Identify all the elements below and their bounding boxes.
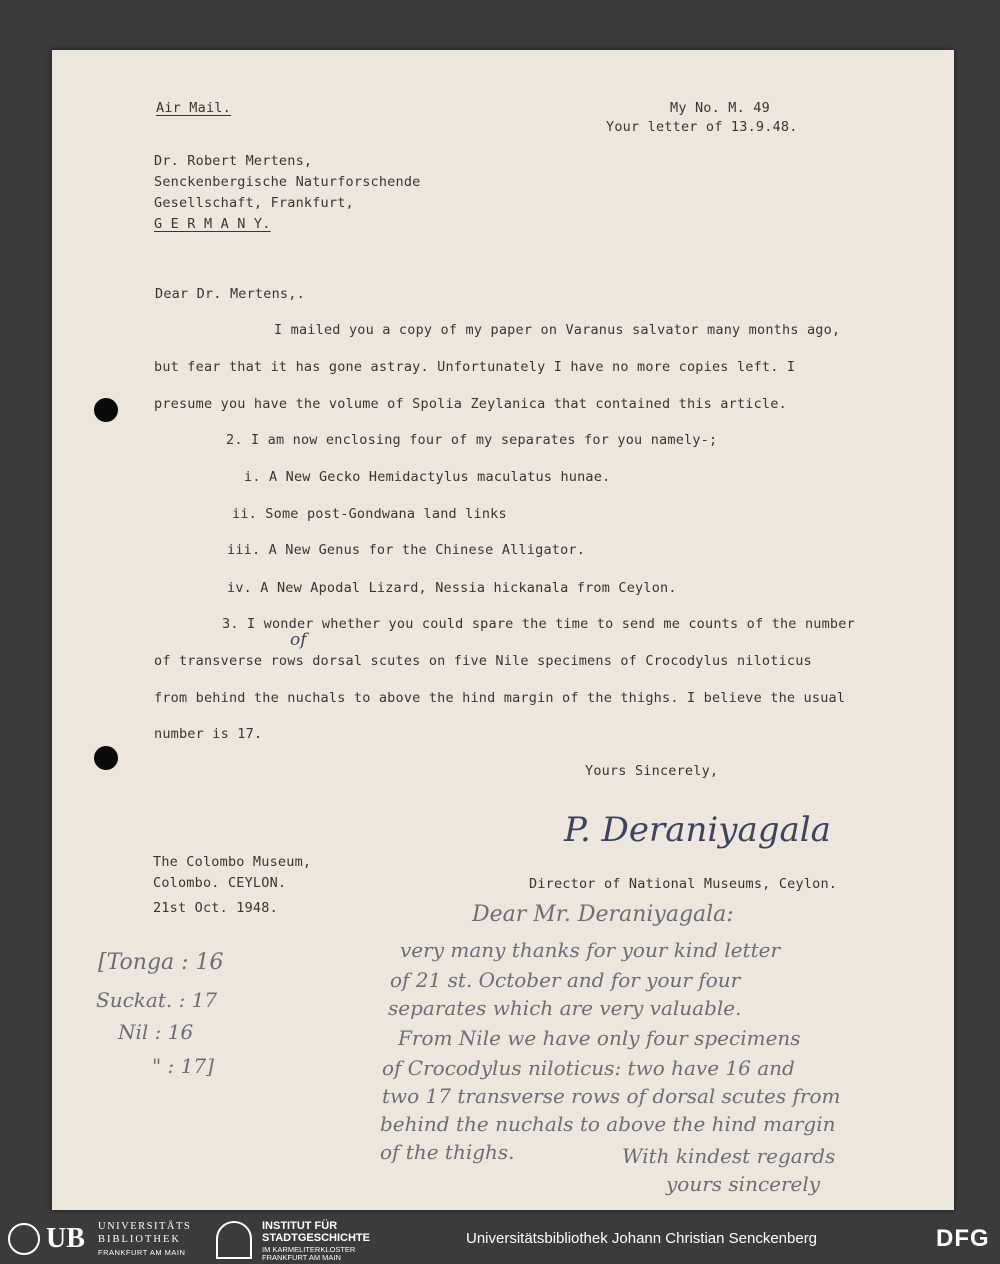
handwritten-count: " : 17] (152, 1054, 214, 1078)
body-line: from behind the nuchals to above the hind margin of the thighs. I believe the usual (154, 690, 846, 706)
salutation: Dear Dr. Mertens,. (155, 286, 305, 302)
signature: P. Deraniyagala (564, 810, 831, 850)
letter-date: 21st Oct. 1948. (153, 900, 278, 916)
enclosure-item: ii. Some post-Gondwana land links (232, 506, 507, 522)
closing: Yours Sincerely, (585, 763, 719, 779)
logo-abbreviation: UB (46, 1223, 85, 1254)
body-line: but fear that it has gone astray. Unfortunately I have no more copies left. I (154, 359, 796, 375)
sender-address: Colombo. CEYLON. (153, 875, 287, 891)
university-library-logo (8, 1221, 206, 1259)
your-letter-reference: Your letter of 13.9.48. (606, 119, 798, 135)
body-line: 2. I am now enclosing four of my separates for you namely-; (226, 432, 718, 448)
institute-logo (216, 1220, 396, 1262)
logo-text: IM KARMELITERKLOSTER (262, 1245, 356, 1254)
address-line: Gesellschaft, Frankfurt, (154, 195, 354, 211)
address-country: G E R M A N Y. (154, 216, 271, 232)
enclosure-item: iii. A New Genus for the Chinese Alligator. (227, 542, 586, 558)
handwritten-count: Suckat. : 17 (96, 988, 218, 1012)
sender-title: Director of National Museums, Ceylon. (529, 876, 838, 892)
enclosure-item: i. A New Gecko Hemidactylus maculatus hunae. (244, 469, 611, 485)
handwritten-reply-line: From Nile we have only four specimens (398, 1026, 801, 1050)
body-line: presume you have the volume of Spolia Zeylanica that contained this article. (154, 396, 787, 412)
handwritten-reply-line: With kindest regards (622, 1144, 836, 1168)
handwritten-count: [Tonga : 16 (98, 950, 224, 975)
sender-address: The Colombo Museum, (153, 854, 312, 870)
handwritten-reply-line: behind the nuchals to above the hind margin (380, 1112, 836, 1136)
logo-text: STADTGESCHICHTE (262, 1232, 370, 1244)
logo-text: FRANKFURT AM MAIN (98, 1248, 186, 1257)
handwritten-reply-line: two 17 transverse rows of dorsal scutes from (382, 1084, 841, 1108)
handwritten-reply-line: Dear Mr. Deraniyagala: (472, 902, 734, 927)
handwritten-count: Nil : 16 (118, 1020, 194, 1044)
body-line: number is 17. (154, 726, 263, 742)
handwritten-reply-line: yours sincerely (666, 1172, 821, 1196)
logo-text: FRANKFURT AM MAIN (262, 1253, 341, 1262)
library-seal-icon (8, 1223, 40, 1255)
handwritten-reply-line: very many thanks for your kind letter (400, 938, 780, 962)
handwritten-reply-line: of the thighs. (380, 1140, 515, 1164)
logo-text: INSTITUT FÜR (262, 1220, 338, 1232)
punch-hole-top (94, 398, 118, 422)
body-line: I mailed you a copy of my paper on Varanus salvator many months ago, (274, 322, 841, 338)
enclosure-item: iv. A New Apodal Lizard, Nessia hickanala from Ceylon. (227, 580, 677, 596)
punch-hole-bottom (94, 746, 118, 770)
reference-number: My No. M. 49 (670, 100, 770, 116)
body-line: of transverse rows dorsal scutes on five Nile specimens of Crocodylus niloticus (154, 653, 812, 669)
handwritten-insert: of (290, 630, 307, 650)
logo-text: BIBLIOTHEK (98, 1234, 181, 1245)
dfg-logo: DFG (936, 1225, 990, 1252)
logo-text: UNIVERSITÄTS (98, 1221, 192, 1232)
letter-page (52, 50, 954, 1210)
address-line: Dr. Robert Mertens, (154, 153, 313, 169)
church-window-icon (216, 1221, 252, 1259)
handwritten-reply-line: separates which are very valuable. (388, 996, 742, 1020)
body-line: 3. I wonder whether you could spare the time to send me counts of the number (222, 616, 855, 632)
footer-center-text: Universitätsbibliothek Johann Christian Senckenberg (466, 1230, 818, 1247)
handwritten-reply-line: of Crocodylus niloticus: two have 16 and (382, 1056, 795, 1080)
footer-bar (0, 1214, 1000, 1264)
address-line: Senckenbergische Naturforschende (154, 174, 421, 190)
air-mail-label: Air Mail. (156, 100, 231, 116)
handwritten-reply-line: of 21 st. October and for your four (390, 968, 741, 992)
